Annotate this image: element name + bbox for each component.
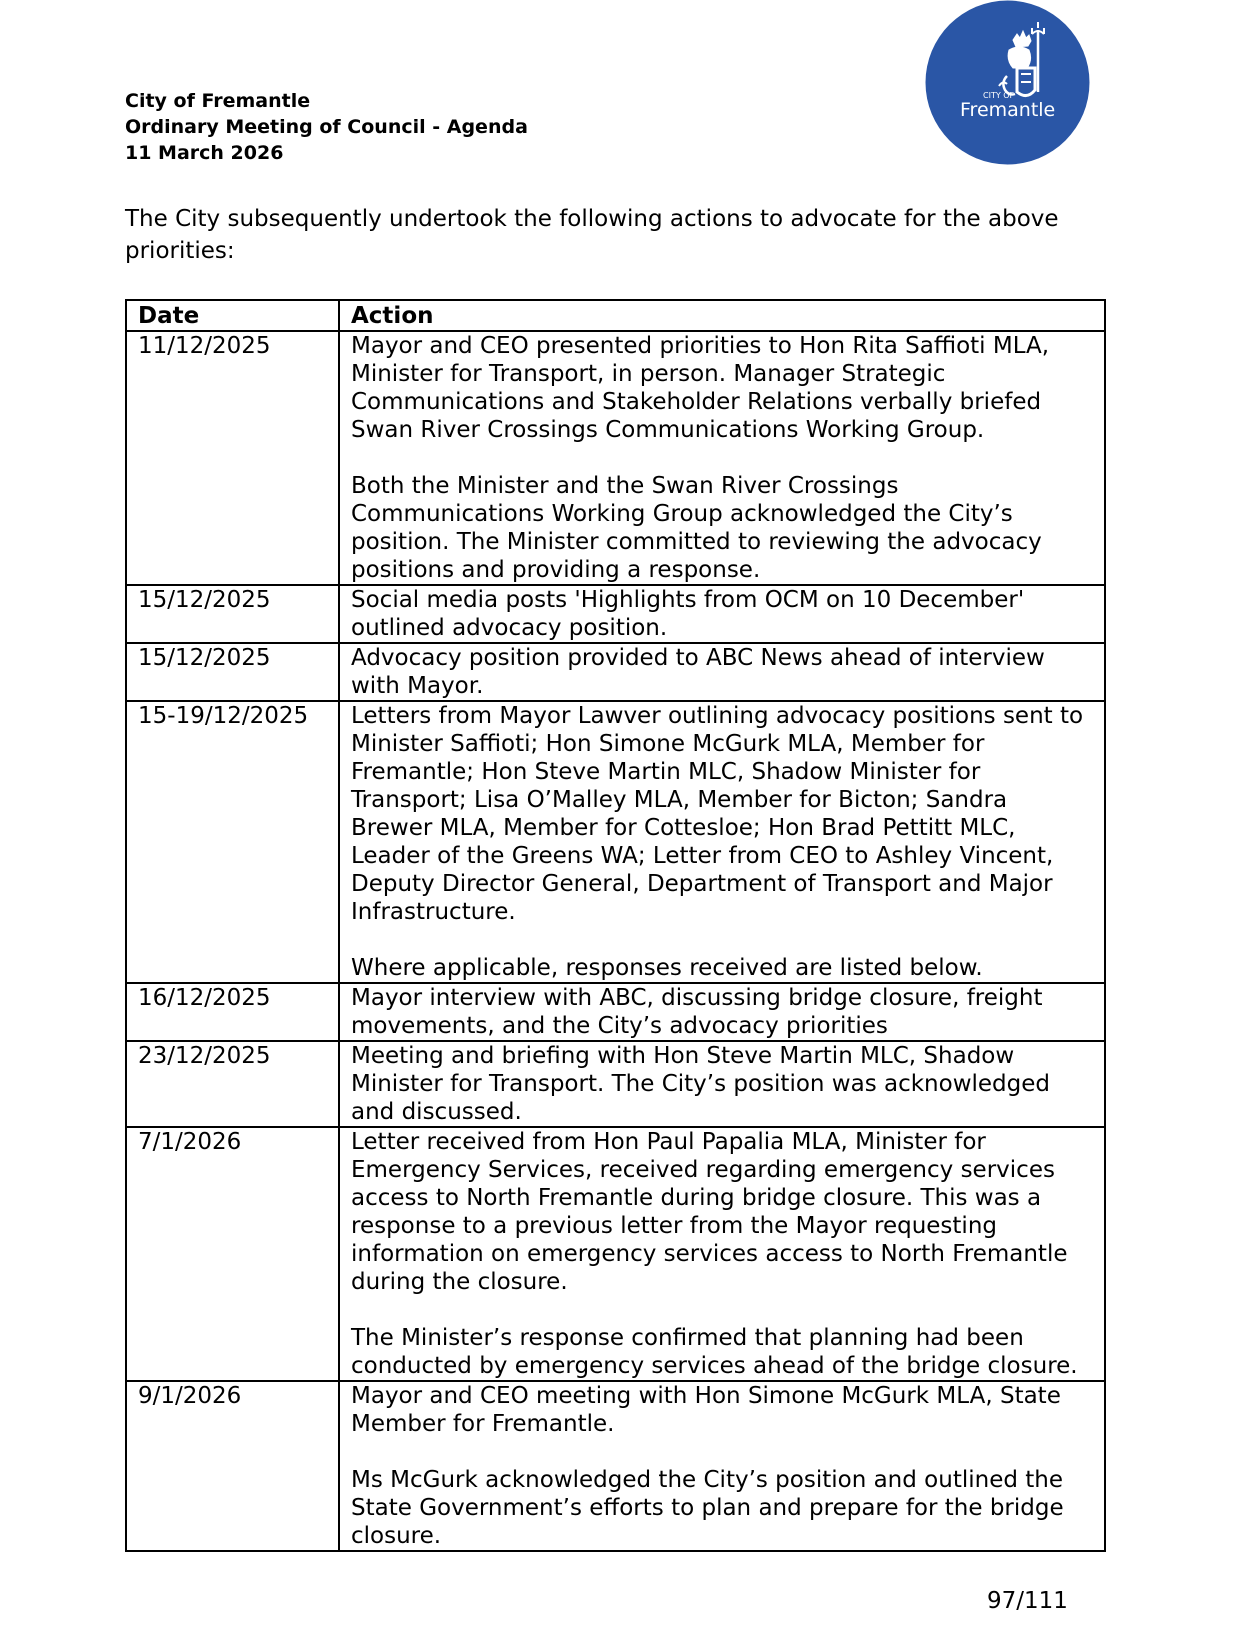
- row-action: [339, 1127, 1105, 1381]
- row-date: 15/12/2025: [126, 585, 339, 643]
- intro-paragraph: The City subsequently undertook the following actions to advocate for the above priorities:: [125, 206, 1059, 264]
- meeting-title: Ordinary Meeting of Council - Agenda: [125, 116, 528, 138]
- action-paragraph: Letter received from Hon Paul Papalia MLA, Minister for Emergency Services, received regarding emergency services access to North Fremantle during bridge closure. This was a response to a previous letter from the Mayor requesting information on emergency services access to North Fremantle during the closure.: [351, 1129, 1068, 1295]
- row-date: 9/1/2026: [126, 1381, 339, 1551]
- action-paragraph: Both the Minister and the Swan River Crossings Communications Working Group acknowledged the City’s position. The Minister committed to reviewing the advocacy positions and providing a response.: [351, 473, 1042, 583]
- column-header-action: Action: [339, 300, 1105, 331]
- action-paragraph: Ms McGurk acknowledged the City’s position and outlined the State Government’s efforts to plan and prepare for the bridge closure.: [351, 1467, 1064, 1549]
- row-date: 11/12/2025: [126, 331, 339, 585]
- table-row: [126, 1041, 1105, 1127]
- row-action: [339, 331, 1105, 585]
- logo-small-text: CITY OF: [983, 91, 1015, 100]
- row-date: 7/1/2026: [126, 1127, 339, 1381]
- org-name: City of Fremantle: [125, 90, 311, 112]
- table-row: [126, 643, 1105, 701]
- action-paragraph: Mayor interview with ABC, discussing bridge closure, freight movements, and the City’s advocacy priorities: [351, 985, 1043, 1039]
- table-row: [126, 1381, 1105, 1551]
- row-action: [339, 643, 1105, 701]
- table-row: [126, 701, 1105, 983]
- advocacy-actions-table: [125, 299, 1106, 1552]
- page-number: 97/111: [987, 1588, 1068, 1614]
- action-paragraph: Where applicable, responses received are listed below.: [351, 955, 983, 981]
- table-row: [126, 331, 1105, 585]
- row-date: 23/12/2025: [126, 1041, 339, 1127]
- action-paragraph: Social media posts 'Highlights from OCM on 10 December' outlined advocacy position.: [351, 587, 1025, 641]
- table-row: [126, 983, 1105, 1041]
- row-action: [339, 701, 1105, 983]
- meeting-date: 11 March 2026: [125, 142, 284, 164]
- action-paragraph: Mayor and CEO meeting with Hon Simone McGurk MLA, State Member for Fremantle.: [351, 1383, 1061, 1437]
- row-date: 15/12/2025: [126, 643, 339, 701]
- column-header-date: Date: [126, 300, 339, 331]
- action-paragraph: Advocacy position provided to ABC News ahead of interview with Mayor.: [351, 645, 1045, 699]
- row-action: [339, 585, 1105, 643]
- table-header-row: [126, 300, 1105, 331]
- action-paragraph: Mayor and CEO presented priorities to Hon Rita Saffioti MLA, Minister for Transport, in person. Manager Strategic Communications and Stakeholder Relations verbally briefed Swan River Crossings Communications Working Group.: [351, 333, 1050, 443]
- row-date: 16/12/2025: [126, 983, 339, 1041]
- row-action: [339, 983, 1105, 1041]
- logo-name: Fremantle: [960, 99, 1056, 121]
- row-date: 15-19/12/2025: [126, 701, 339, 983]
- row-action: [339, 1041, 1105, 1127]
- city-of-fremantle-logo: [925, 0, 1090, 165]
- table-row: [126, 585, 1105, 643]
- table-row: [126, 1127, 1105, 1381]
- document-header: [125, 88, 528, 166]
- action-paragraph: The Minister’s response confirmed that planning had been conducted by emergency services ahead of the bridge closure.: [351, 1325, 1078, 1379]
- action-paragraph: Meeting and briefing with Hon Steve Martin MLC, Shadow Minister for Transport. The City’s position was acknowledged and discussed.: [351, 1043, 1050, 1125]
- action-paragraph: Letters from Mayor Lawver outlining advocacy positions sent to Minister Saffioti; Hon Simone McGurk MLA, Member for Fremantle; Hon Steve Martin MLC, Shadow Minister for Transport; Lisa O’Malley MLA, Member for Bicton; Sandra Brewer MLA, Member for Cottesloe; Hon Brad Pettitt MLC, Leader of the Greens WA; Letter from CEO to Ashley Vincent, Deputy Director General, Department of Transport and Major Infrastructure.: [351, 703, 1084, 925]
- row-action: [339, 1381, 1105, 1551]
